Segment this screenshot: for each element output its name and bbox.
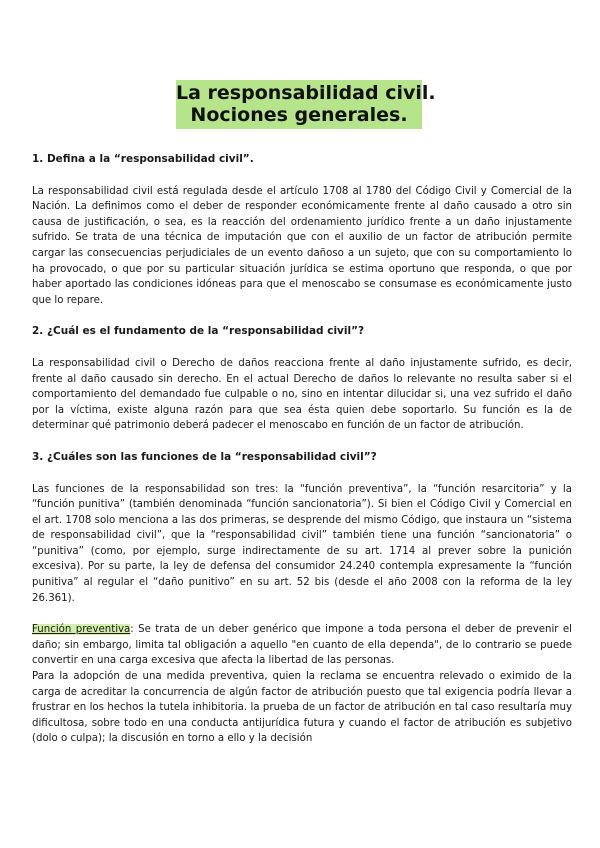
preventive-function-term: Función preventiva xyxy=(32,624,131,636)
title-highlight-box xyxy=(176,80,436,129)
title-line-1: La responsabilidad civil. xyxy=(176,82,436,104)
document-body xyxy=(32,152,572,747)
answer-1-paragraph: La responsabilidad civil está regulada desde el artículo 1708 al 1780 del Código Civil y Comercial de la Nación. La definimos como el deber de responder económicamente frente al daño causado a otro sin causa de justificación, o sea, es la reacción del ordenamiento jurídico frente a un daño injustamente sufrido. Se trata de una técnica de imputación que con el auxilio de un factor de atribución permite cargar las consecuencias perjudiciales de un evento dañoso a un sujeto, que con su comportamiento lo ha provocado, o que por su particular situación jurídica se estima oportuno que responda, o que por haber aportado las condiciones idóneas para que el menoscabo se consumase es económicamente justo que lo repare. xyxy=(32,185,572,306)
answer-3-paragraph: Las funciones de la responsabilidad son tres: la “función preventiva”, la “función resarcitoria” y la “función punitiva” (también denominada “función sancionatoria”). Si bien el Código Civil y Comercial en el art. 1708 solo menciona a las dos primeras, se desprende del mismo Código, que instaura un “sistema de responsabilidad civil”, que la “responsabilidad civil” también tiene una función “sancionatoria” o “punitiva” (como, por ejemplo, surge indirectamente de su art. 1714 al prever sobre la punición excesiva). Por su parte, la ley de defensa del consumidor 24.240 contempla expresamente la “función punitiva” al regular el “daño punitivo” en su art. 52 bis (desde el año 2008 con la reforma de la ley 26.361). xyxy=(32,483,572,604)
preventive-measure-paragraph: Para la adopción de una medida preventiva, quien la reclama se encuentra relevado o eximido de la carga de acreditar la concurrencia de algún factor de atribución puesto que tal exigencia podría llevar a frustrar en los hechos la tutela inhibitoria. la prueba de un factor de atribución en tal caso resultaría muy dificultosa, sobre todo en una conducta antijurídica futura y cuando el factor de atribución es subjetivo (dolo o culpa); la discusión en torno a ello y la decisión xyxy=(32,671,572,745)
question-1-heading: 1. Defina a la “responsabilidad civil”. xyxy=(32,153,254,165)
preventive-function-text: : Se trata de un deber genérico que impone a toda persona el deber de prevenir el daño; sin embargo, limita tal obligación a aquello "en cuanto de ella dependa", de lo contrario se puede convertir en una carga excesiva que afecta la libertad de las personas. xyxy=(32,624,573,667)
title-line-2: Nociones generales. xyxy=(190,104,408,126)
question-2-heading: 2. ¿Cuál es el fundamento de la “responsabilidad civil”? xyxy=(32,325,365,338)
question-3-heading: 3. ¿Cuáles son las funciones de la “responsabilidad civil”? xyxy=(32,450,377,463)
answer-2-paragraph: La responsabilidad civil o Derecho de daños reacciona frente al daño injustamente sufrido, es decir, frente al daño causado sin derecho. En el actual Derecho de daños lo relevante no resulta saber si el comportamiento del demandado fue culpable o no, sino en intentar dilucidar si, una vez sufrido el daño por la víctima, existe alguna razón para que sea ésta quien debe soportarlo. Su función es la de determinar qué patrimonio deberá padecer el menoscabo en función de un factor de atribución. xyxy=(32,357,572,432)
preventive-function-paragraph xyxy=(32,622,572,669)
